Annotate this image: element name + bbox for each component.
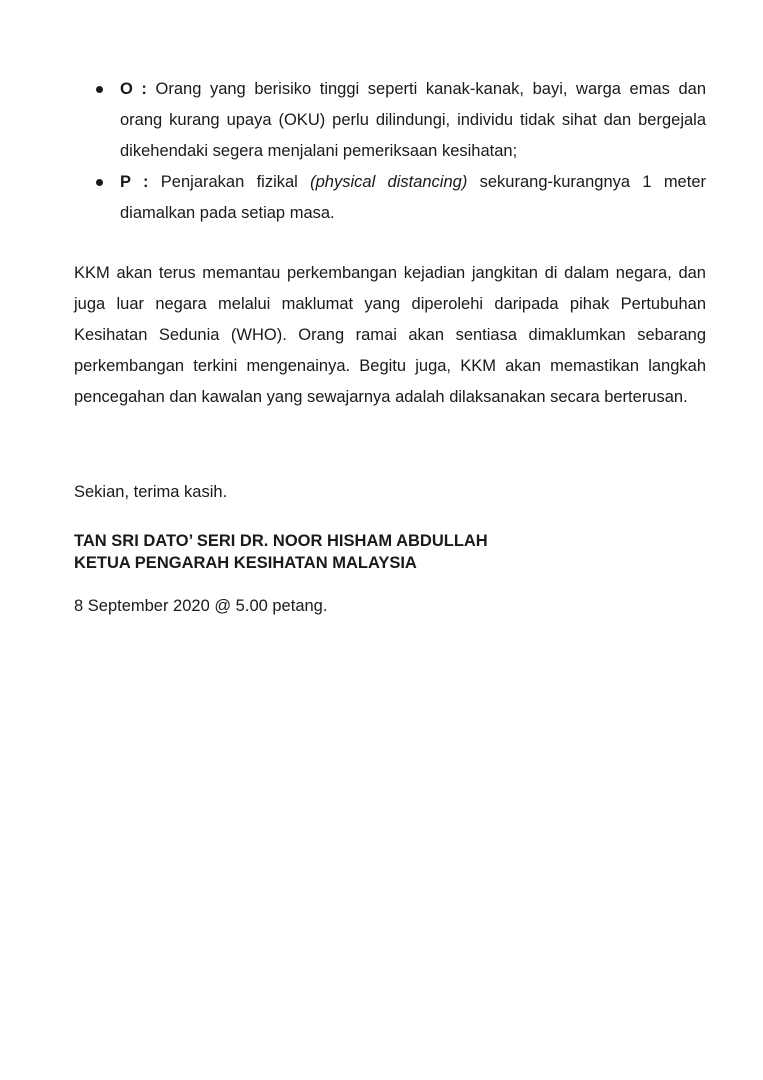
bullet-text-after: sekurang-kurangnya 1 meter diamalkan pada setiap masa. [120, 173, 706, 222]
bullet-dot-icon [96, 86, 103, 93]
bullet-item-o [96, 74, 706, 167]
body-paragraph: KKM akan terus memantau perkembangan kejadian jangkitan di dalam negara, dan juga luar negara melalui maklumat yang diperolehi daripada pihak Pertubuhan Kesihatan Sedunia (WHO). Orang ramai akan sentiasa dimaklumkan sebarang perkembangan terkini mengenainya. Begitu juga, KKM akan memastikan langkah pencegahan dan kawalan yang sewajarnya adalah dilaksanakan secara berterusan. [74, 264, 706, 406]
signature-block [74, 530, 706, 574]
bullet-item-p [96, 167, 706, 229]
bullet-key: O : [120, 80, 147, 98]
bullet-italic-text: (physical distancing) [310, 173, 468, 191]
date-line: 8 September 2020 @ 5.00 petang. [74, 597, 328, 615]
bullet-dot-icon [96, 179, 103, 186]
closing-line: Sekian, terima kasih. [74, 483, 228, 501]
signatory-title: KETUA PENGARAH KESIHATAN MALAYSIA [74, 554, 417, 572]
signatory-name: TAN SRI DATO’ SERI DR. NOOR HISHAM ABDULLAH [74, 532, 488, 550]
bullet-text: Penjarakan fizikal [160, 173, 311, 191]
bullet-key: P : [120, 173, 149, 191]
bullet-text: Orang yang berisiko tinggi seperti kanak-kanak, bayi, warga emas dan orang kurang upaya (OKU) perlu dilindungi, individu tidak sihat dan bergejala dikehendaki segera menjalani pemeriksaan kesihatan; [120, 80, 707, 160]
guideline-bullet-list [96, 74, 706, 229]
